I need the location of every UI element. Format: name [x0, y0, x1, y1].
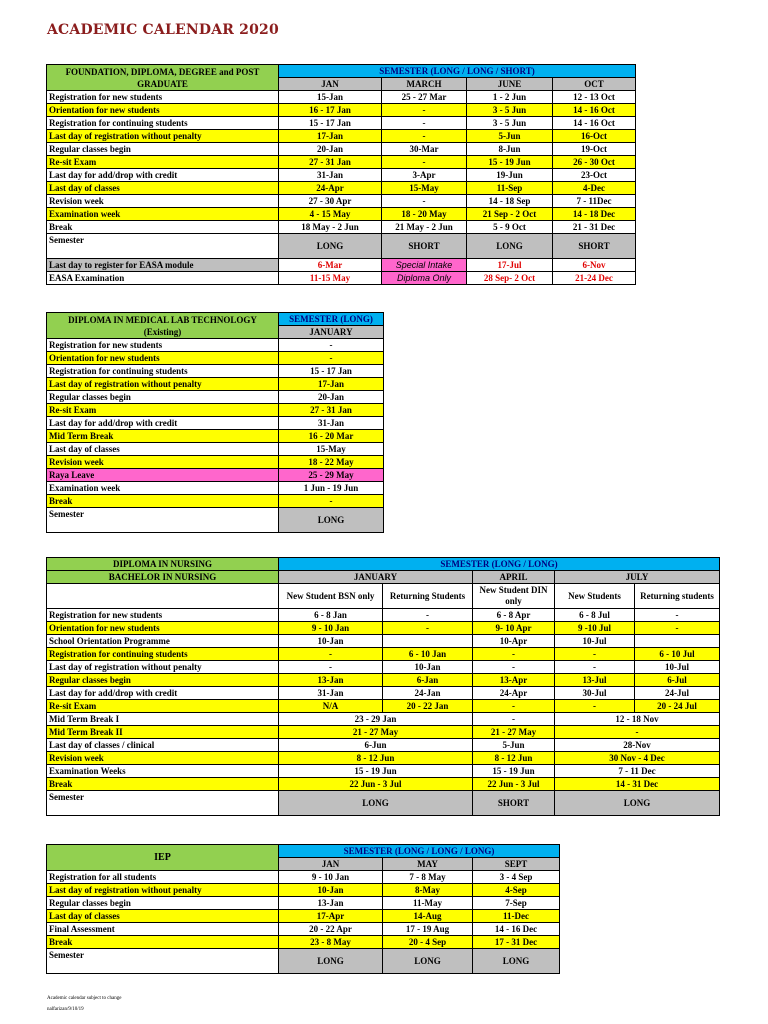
sub-column-header: New Student DIN only [473, 584, 555, 609]
table-cell: - [473, 700, 555, 713]
table-cell: - [635, 622, 720, 635]
row-label: Orientation for new students [47, 622, 279, 635]
table-cell: 6 - 10 Jan [383, 648, 473, 661]
table-cell: 20-Jan [279, 391, 384, 404]
table-cell: 24-Apr [473, 687, 555, 700]
table-cell: - [382, 195, 467, 208]
row-label: Final Assessment [47, 923, 279, 936]
table-cell: 6-Jul [635, 674, 720, 687]
table-header-subtitle: BACHELOR IN NURSING [47, 571, 279, 584]
table-header-title: FOUNDATION, DIPLOMA, DEGREE and POST GRADUATE [47, 65, 279, 91]
table-cell: 12 - 18 Nov [555, 713, 720, 726]
table-cell: 10-Jul [555, 635, 635, 648]
table-cell: 5-Jun [473, 739, 555, 752]
table-cell: N/A [279, 700, 383, 713]
sub-column-header: Returning Students [383, 584, 473, 609]
table-cell: 17-Jan [279, 378, 384, 391]
row-label: Regular classes begin [47, 674, 279, 687]
footnote-author: nalfarizan/9/10/19 [47, 1007, 84, 1012]
table-cell: - [555, 700, 635, 713]
row-label: Break [47, 936, 279, 949]
column-header: OCT [553, 78, 636, 91]
table-row [47, 923, 560, 936]
sub-column-header: Returning students [635, 584, 720, 609]
table-row [47, 104, 636, 117]
table-row [47, 430, 384, 443]
table-cell: 30-Jul [555, 687, 635, 700]
table-cell: 12 - 13 Oct [553, 91, 636, 104]
table-cell: 27 - 30 Apr [279, 195, 382, 208]
column-header: MARCH [382, 78, 467, 91]
subheader-row [47, 584, 720, 609]
header-row [47, 558, 720, 571]
table-row [47, 195, 636, 208]
table-cell: 11-May [383, 897, 473, 910]
sub-column-header: New Students [555, 584, 635, 609]
semester-header: SEMESTER (LONG / LONG / LONG) [279, 845, 560, 858]
table-cell: - [279, 339, 384, 352]
table-row [47, 778, 720, 791]
table-cell: 17-Jan [279, 130, 382, 143]
table-cell [383, 635, 473, 648]
semester-row [47, 791, 720, 816]
table-cell: 1 - 2 Jun [467, 91, 553, 104]
table-row [47, 884, 560, 897]
table-row [47, 156, 636, 169]
table-row [47, 208, 636, 221]
table-cell: 1 Jun - 19 Jun [279, 482, 384, 495]
table-cell: 23-Oct [553, 169, 636, 182]
row-label: Registration for all students [47, 871, 279, 884]
table-cell: 9- 10 Apr [473, 622, 555, 635]
table-cell: 6-Jun [279, 739, 473, 752]
table-cell: - [473, 661, 555, 674]
table-cell: 9 - 10 Jan [279, 622, 383, 635]
semester-value: LONG [279, 949, 383, 974]
table-cell: 14 - 16 Dec [473, 923, 560, 936]
table-cell: 14 - 18 Sep [467, 195, 553, 208]
table-cell: 15-Jan [279, 91, 382, 104]
table-cell: - [555, 661, 635, 674]
row-label: Last day of registration without penalty [47, 884, 279, 897]
table-row [47, 739, 720, 752]
row-label: Orientation for new students [47, 104, 279, 117]
semester-header: SEMESTER (LONG) [279, 313, 384, 326]
header-row [47, 313, 384, 326]
row-label: Regular classes begin [47, 391, 279, 404]
row-label: Revision week [47, 195, 279, 208]
table-row [47, 117, 636, 130]
table-row [47, 352, 384, 365]
table-cell [635, 635, 720, 648]
table-cell: 16 - 17 Jan [279, 104, 382, 117]
row-label [47, 584, 279, 609]
table-cell: - [555, 726, 720, 739]
table-cell: 11-Sep [467, 182, 553, 195]
table-cell: 25 - 27 Mar [382, 91, 467, 104]
semester-value: SHORT [553, 234, 636, 259]
row-label: Last day of registration without penalty [47, 378, 279, 391]
table-cell: - [635, 609, 720, 622]
table-cell: 7 - 11 Dec [555, 765, 720, 778]
column-header: JUNE [467, 78, 553, 91]
table-row [47, 936, 560, 949]
semester-value: LONG [279, 234, 382, 259]
table-cell: 8-May [383, 884, 473, 897]
table-cell: 16 - 20 Mar [279, 430, 384, 443]
column-header: JAN [279, 858, 383, 871]
semester-value: LONG [467, 234, 553, 259]
table-row [47, 91, 636, 104]
row-label: Re-sit Exam [47, 404, 279, 417]
table-cell: 15 - 17 Jan [279, 117, 382, 130]
table-cell: 20 - 22 Jan [383, 700, 473, 713]
row-label: School Orientation Programme [47, 635, 279, 648]
table-row [47, 417, 384, 430]
table-cell: 14 - 18 Dec [553, 208, 636, 221]
table-cell: - [473, 713, 555, 726]
table-row [47, 221, 636, 234]
table-cell: 5 - 9 Oct [467, 221, 553, 234]
table-cell: 3 - 5 Jun [467, 117, 553, 130]
column-header: MAY [383, 858, 473, 871]
nursing-calendar-table [46, 557, 720, 816]
row-label: Registration for new students [47, 609, 279, 622]
table-cell: 15 - 19 Jun [467, 156, 553, 169]
table-cell: 6 - 10 Jul [635, 648, 720, 661]
row-label: Last day for add/drop with credit [47, 687, 279, 700]
row-label: Semester [47, 949, 279, 974]
table-cell: - [279, 661, 383, 674]
table-cell: 4-Sep [473, 884, 560, 897]
table-row [47, 752, 720, 765]
semester-value: LONG [279, 508, 384, 533]
column-header: JAN [279, 78, 382, 91]
semester-value: LONG [473, 949, 560, 974]
table-cell: 18 - 20 May [382, 208, 467, 221]
table-cell: 27 - 31 Jan [279, 156, 382, 169]
table-cell: 13-Apr [473, 674, 555, 687]
semester-value: LONG [555, 791, 720, 816]
table-cell: 31-Jan [279, 687, 383, 700]
table-cell: 10-Apr [473, 635, 555, 648]
table-cell: 20 - 4 Sep [383, 936, 473, 949]
table-cell: 14 - 31 Dec [555, 778, 720, 791]
table-cell: - [382, 104, 467, 117]
table-row [47, 609, 720, 622]
table-cell: - [382, 156, 467, 169]
table-cell: 21 - 27 May [279, 726, 473, 739]
table-row [47, 687, 720, 700]
table-cell: 3 - 5 Jun [467, 104, 553, 117]
table-cell: 6-Mar [279, 259, 382, 272]
table-cell: 15-May [382, 182, 467, 195]
row-label: Raya Leave [47, 469, 279, 482]
row-label: Revision week [47, 456, 279, 469]
table-cell: 21 - 31 Dec [553, 221, 636, 234]
table-row [47, 726, 720, 739]
semester-value: LONG [383, 949, 473, 974]
table-cell: - [382, 130, 467, 143]
table-cell: 21 Sep - 2 Oct [467, 208, 553, 221]
table-cell: 20 - 24 Jul [635, 700, 720, 713]
table-cell: 20 - 22 Apr [279, 923, 383, 936]
table-cell: 11-15 May [279, 272, 382, 285]
table-cell: 30-Mar [382, 143, 467, 156]
row-label: Semester [47, 508, 279, 533]
table-row [47, 910, 560, 923]
table-row [47, 871, 560, 884]
easa-exam-row [47, 272, 636, 285]
table-cell: 9 - 10 Jan [279, 871, 383, 884]
table-cell: 7-Sep [473, 897, 560, 910]
group-header-row [47, 571, 720, 584]
semester-row [47, 234, 636, 259]
table-cell: 8 - 12 Jun [473, 752, 555, 765]
semester-header: SEMESTER (LONG / LONG / SHORT) [279, 65, 636, 78]
row-label: Last day for add/drop with credit [47, 417, 279, 430]
table-cell: - [279, 352, 384, 365]
table-cell: Special Intake [382, 259, 467, 272]
row-label: Last day of classes [47, 182, 279, 195]
semester-row [47, 949, 560, 974]
table-row [47, 713, 720, 726]
easa-register-row [47, 259, 636, 272]
table-cell: 6-Nov [553, 259, 636, 272]
table-cell: 18 May - 2 Jun [279, 221, 382, 234]
table-cell: 26 - 30 Oct [553, 156, 636, 169]
table-cell: 17-Apr [279, 910, 383, 923]
table-cell: 30 Nov - 4 Dec [555, 752, 720, 765]
table-row [47, 469, 384, 482]
row-label: Registration for continuing students [47, 117, 279, 130]
row-label: Last day for add/drop with credit [47, 169, 279, 182]
iep-calendar-table [46, 844, 560, 974]
table-row [47, 130, 636, 143]
row-label: Mid Term Break [47, 430, 279, 443]
row-label: Revision week [47, 752, 279, 765]
table-cell: 17-Jul [467, 259, 553, 272]
table-header-title: DIPLOMA IN NURSING [47, 558, 279, 571]
table-cell: 3 - 4 Sep [473, 871, 560, 884]
row-label: Last day to register for EASA module [47, 259, 279, 272]
table-cell: 6-Jan [383, 674, 473, 687]
table-cell: 15 - 17 Jan [279, 365, 384, 378]
semester-value: LONG [279, 791, 473, 816]
column-header: JANUARY [279, 326, 384, 339]
table-cell: 21-24 Dec [553, 272, 636, 285]
semester-value: SHORT [382, 234, 467, 259]
footnote-subject-to-change: Academic calendar subject to change [47, 996, 122, 1001]
table-cell: 28 Sep- 2 Oct [467, 272, 553, 285]
foundation-calendar-table [46, 64, 636, 285]
page-title: ACADEMIC CALENDAR 2020 [47, 22, 279, 38]
table-cell: 7 - 8 May [383, 871, 473, 884]
table-cell: 25 - 29 May [279, 469, 384, 482]
table-cell: 22 Jun - 3 Jul [473, 778, 555, 791]
table-cell: - [279, 495, 384, 508]
table-cell: 16-Oct [553, 130, 636, 143]
table-cell: 24-Jul [635, 687, 720, 700]
table-cell: 6 - 8 Jul [555, 609, 635, 622]
table-cell: 13-Jan [279, 674, 383, 687]
row-label: Last day of classes [47, 443, 279, 456]
row-label: Registration for continuing students [47, 648, 279, 661]
table-row [47, 456, 384, 469]
table-cell: 14 - 16 Oct [553, 104, 636, 117]
row-label: Examination week [47, 208, 279, 221]
table-cell: 5-Jun [467, 130, 553, 143]
table-cell: 10-Jan [383, 661, 473, 674]
table-cell: 22 Jun - 3 Jul [279, 778, 473, 791]
table-cell: 23 - 29 Jan [279, 713, 473, 726]
table-cell: 8-Jun [467, 143, 553, 156]
table-row [47, 765, 720, 778]
table-cell: 13-Jul [555, 674, 635, 687]
table-cell: - [555, 648, 635, 661]
table-row [47, 648, 720, 661]
table-row [47, 897, 560, 910]
table-cell: Diploma Only [382, 272, 467, 285]
row-label: Regular classes begin [47, 897, 279, 910]
table-cell: 13-Jan [279, 897, 383, 910]
column-header: JANUARY [279, 571, 473, 584]
column-header: JULY [555, 571, 720, 584]
row-label: Break [47, 778, 279, 791]
table-row [47, 622, 720, 635]
table-cell: 10-Jan [279, 635, 383, 648]
table-row [47, 339, 384, 352]
table-header-title: IEP [47, 845, 279, 871]
row-label: Last day of registration without penalty [47, 130, 279, 143]
table-row [47, 674, 720, 687]
row-label: Break [47, 495, 279, 508]
table-cell: 15-May [279, 443, 384, 456]
table-row [47, 635, 720, 648]
table-cell: 21 - 27 May [473, 726, 555, 739]
table-cell: 31-Jan [279, 417, 384, 430]
semester-row [47, 508, 384, 533]
table-cell: 14-Aug [383, 910, 473, 923]
row-label: Regular classes begin [47, 143, 279, 156]
table-cell: - [473, 648, 555, 661]
table-row [47, 700, 720, 713]
semester-value: SHORT [473, 791, 555, 816]
table-row [47, 391, 384, 404]
row-label: Re-sit Exam [47, 700, 279, 713]
header-row [47, 845, 560, 858]
table-cell: 17 - 19 Aug [383, 923, 473, 936]
table-cell: 31-Jan [279, 169, 382, 182]
row-label: Last day of classes / clinical [47, 739, 279, 752]
table-cell: 4 - 15 May [279, 208, 382, 221]
table-cell: 18 - 22 May [279, 456, 384, 469]
table-cell: 8 - 12 Jun [279, 752, 473, 765]
table-row [47, 182, 636, 195]
row-label: Re-sit Exam [47, 156, 279, 169]
table-row [47, 169, 636, 182]
row-label: Break [47, 221, 279, 234]
table-cell: 24-Apr [279, 182, 382, 195]
row-label: Examination Weeks [47, 765, 279, 778]
row-label: Orientation for new students [47, 352, 279, 365]
row-label: Mid Term Break II [47, 726, 279, 739]
table-row [47, 443, 384, 456]
table-cell: 27 - 31 Jan [279, 404, 384, 417]
row-label: Examination week [47, 482, 279, 495]
table-row [47, 143, 636, 156]
table-cell: 6 - 8 Apr [473, 609, 555, 622]
table-cell: 7 - 11Dec [553, 195, 636, 208]
table-cell: 20-Jan [279, 143, 382, 156]
table-cell: 10-Jan [279, 884, 383, 897]
semester-header: SEMESTER (LONG / LONG) [279, 558, 720, 571]
table-row [47, 404, 384, 417]
table-cell: 23 - 8 May [279, 936, 383, 949]
table-cell: 19-Jun [467, 169, 553, 182]
table-cell: 15 - 19 Jun [473, 765, 555, 778]
table-cell: - [279, 648, 383, 661]
table-header-title: DIPLOMA IN MEDICAL LAB TECHNOLOGY (Existing) [47, 313, 279, 339]
row-label: EASA Examination [47, 272, 279, 285]
table-cell: 21 May - 2 Jun [382, 221, 467, 234]
row-label: Semester [47, 234, 279, 259]
table-cell: 17 - 31 Dec [473, 936, 560, 949]
row-label: Registration for new students [47, 91, 279, 104]
table-cell: - [383, 622, 473, 635]
row-label: Registration for continuing students [47, 365, 279, 378]
row-label: Last day of registration without penalty [47, 661, 279, 674]
table-cell: 19-Oct [553, 143, 636, 156]
header-row [47, 65, 636, 78]
column-header: APRIL [473, 571, 555, 584]
table-cell: - [383, 609, 473, 622]
table-row [47, 482, 384, 495]
table-cell: 11-Dec [473, 910, 560, 923]
table-cell: 6 - 8 Jan [279, 609, 383, 622]
row-label: Registration for new students [47, 339, 279, 352]
row-label: Semester [47, 791, 279, 816]
medical-lab-calendar-table [46, 312, 384, 533]
row-label: Mid Term Break I [47, 713, 279, 726]
table-cell: 15 - 19 Jun [279, 765, 473, 778]
row-label: Last day of classes [47, 910, 279, 923]
table-cell: 10-Jul [635, 661, 720, 674]
table-row [47, 495, 384, 508]
table-row [47, 378, 384, 391]
table-cell: - [382, 117, 467, 130]
sub-column-header: New Student BSN only [279, 584, 383, 609]
table-cell: 28-Nov [555, 739, 720, 752]
table-cell: 9 -10 Jul [555, 622, 635, 635]
table-cell: 14 - 16 Oct [553, 117, 636, 130]
table-row [47, 661, 720, 674]
column-header: SEPT [473, 858, 560, 871]
table-row [47, 365, 384, 378]
table-cell: 4-Dec [553, 182, 636, 195]
table-cell: 24-Jan [383, 687, 473, 700]
table-cell: 3-Apr [382, 169, 467, 182]
